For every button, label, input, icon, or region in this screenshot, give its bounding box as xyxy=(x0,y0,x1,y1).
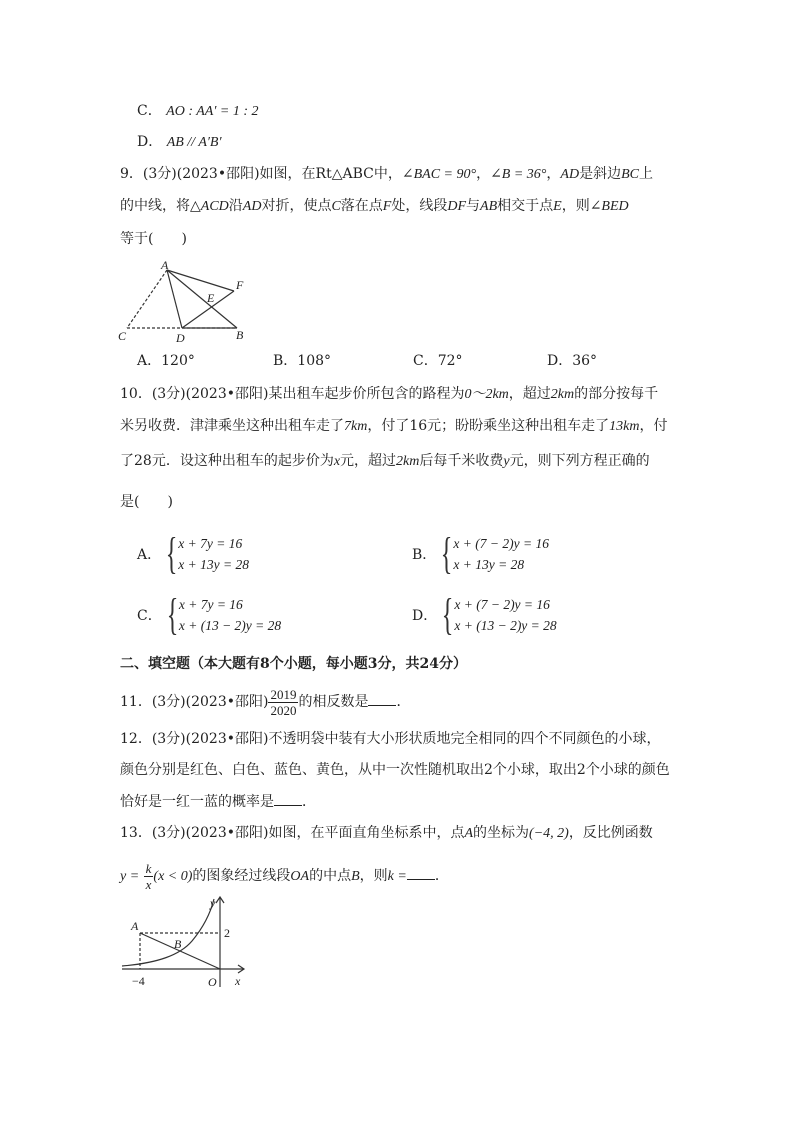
equation-1: x + 7y = 16 xyxy=(178,597,243,612)
q9-option-d xyxy=(547,351,597,371)
option-letter: A． xyxy=(137,353,162,369)
q10-line-2 xyxy=(120,416,667,437)
equation-1: x + (7 − 2)y = 16 xyxy=(453,536,549,551)
q9-text: 处，线段 xyxy=(391,198,448,214)
q13-text: 的图象经过线段 xyxy=(192,868,291,884)
label-b: B xyxy=(174,937,182,951)
q13-point-b: B xyxy=(351,869,360,884)
label-d: D xyxy=(176,331,185,345)
q12-text: 12．(3分)(2023•邵阳)不透明袋中装有大小形状质地完全相同的四个不同颜色的小球， xyxy=(120,731,661,747)
q9-point-c: C xyxy=(331,199,341,214)
q13-oa: OA xyxy=(290,869,310,884)
label-minus4: −4 xyxy=(132,974,145,988)
q10-text: ，付了16元；盼盼乘坐这种出租车走了 xyxy=(367,418,610,434)
segment-ad xyxy=(167,270,182,328)
q9-option-b xyxy=(273,351,331,371)
q10-km: 2km xyxy=(396,454,420,469)
q10-option-a xyxy=(137,529,249,578)
q9-cond3: AD xyxy=(560,167,580,182)
q10-text: 是( ) xyxy=(120,494,173,510)
q9-text: 上 xyxy=(638,166,653,182)
q12-line-1 xyxy=(120,729,660,749)
q9-text: ，则 xyxy=(561,198,590,214)
q10-range: 0～2km xyxy=(464,387,509,402)
q11-text: 的相反数是 xyxy=(298,694,369,710)
label-b: B xyxy=(236,328,244,342)
q13-point-a: A xyxy=(464,826,474,841)
label-e: E xyxy=(207,291,215,305)
q9-sep: ， xyxy=(546,166,561,182)
q10-var-x: x xyxy=(333,454,341,469)
q9-cond1: ∠BAC = 90° xyxy=(401,167,477,182)
option-letter: A． xyxy=(137,547,162,563)
q12-text: 恰好是一红一蓝的概率是 xyxy=(120,794,274,810)
q10-line-1 xyxy=(120,384,658,405)
q11-fraction xyxy=(268,687,298,718)
q10-text: 元，则下列方程正确的 xyxy=(509,453,650,469)
label-o: O xyxy=(208,975,217,989)
section-heading-text: 二、填空题（本大题有8个小题，每小题3分，共24分） xyxy=(120,656,467,672)
q10-km: 13km xyxy=(609,419,640,434)
q9-bc: BC xyxy=(621,167,639,182)
q9-text: 对折，使点 xyxy=(261,198,332,214)
q9-acd: △ACD xyxy=(190,199,229,214)
q10-option-d xyxy=(412,590,557,639)
q9-prefix: 9．(3分)(2023•邵阳)如图，在Rt△ABC中， xyxy=(120,166,402,182)
q11-text: 11．(3分)(2023•邵阳) xyxy=(120,694,269,710)
q10-var-y: y xyxy=(503,454,510,469)
section-heading xyxy=(120,654,467,674)
label-2: 2 xyxy=(224,926,230,940)
q9-text: 相交于点 xyxy=(497,198,554,214)
q10-text: 元，超过 xyxy=(340,453,397,469)
fraction-numerator: 2019 xyxy=(270,686,297,702)
equation-2: x + (13 − 2)y = 28 xyxy=(178,618,282,633)
q10-text: 了28元．设这种出租车的起步价为 xyxy=(120,453,334,469)
q9-line-3 xyxy=(120,229,187,249)
fraction-denominator: 2020 xyxy=(270,702,297,718)
q13-text: ，反比例函数 xyxy=(568,825,653,841)
q12-text: 颜色分别是红色、白色、蓝色、黄色，从中一次性随机取出2个小球，取出2个小球的颜色 xyxy=(120,762,670,778)
q13-figure xyxy=(118,893,253,993)
q11-line xyxy=(120,685,410,719)
option-letter: C． xyxy=(137,608,162,624)
option-value: 72° xyxy=(437,353,463,369)
q9-text: 落在点 xyxy=(340,198,383,214)
q13-condition: (x < 0) xyxy=(153,869,193,884)
q9-df: DF xyxy=(447,199,467,214)
q10-km: 7km xyxy=(344,419,368,434)
q10-text: ，付 xyxy=(639,418,668,434)
option-letter: D． xyxy=(137,134,163,150)
q10-text: 米另收费．津津乘坐这种出租车走了 xyxy=(120,418,344,434)
q12-line-2 xyxy=(120,760,670,780)
q10-text: ，超过 xyxy=(508,386,551,402)
label-a: A xyxy=(131,919,139,933)
q9-option-c xyxy=(413,351,463,371)
q10-text: 的部分按每千 xyxy=(574,386,659,402)
brace-icon: { xyxy=(441,529,453,578)
equation-2: x + 13y = 28 xyxy=(453,557,525,572)
option-expression: AO : AA′ = 1 : 2 xyxy=(166,104,259,119)
q13-text: 的坐标为 xyxy=(473,825,530,841)
segment-af xyxy=(167,270,234,291)
label-x: x xyxy=(235,974,241,988)
q10-text: 后每千米收费 xyxy=(419,453,504,469)
q13-line-1 xyxy=(120,823,653,844)
q12-text: ． xyxy=(302,794,316,810)
q10-line-3 xyxy=(120,451,650,472)
option-value: 108° xyxy=(297,353,332,369)
label-y: y xyxy=(210,896,216,910)
fraction-denominator: x xyxy=(145,876,152,892)
q9-point-e: E xyxy=(553,199,562,214)
q9-text: 是斜边 xyxy=(579,166,622,182)
q9-line-1 xyxy=(120,164,653,185)
q13-y-eq: y = xyxy=(120,869,140,884)
q9-text: 沿 xyxy=(228,198,243,214)
q13-text: ． xyxy=(434,868,449,884)
segment-ac xyxy=(127,270,167,328)
prev-option-d xyxy=(137,132,222,153)
label-c: C xyxy=(118,329,127,343)
q13-line-2 xyxy=(120,859,449,894)
q12-line-3 xyxy=(120,791,316,812)
segment-ab xyxy=(167,270,237,328)
q10-option-c xyxy=(137,590,282,639)
label-a: A xyxy=(161,258,169,272)
q10-line-4 xyxy=(120,492,173,512)
prev-option-c xyxy=(137,101,259,122)
q11-text: ． xyxy=(396,694,411,710)
q13-text: 的中点 xyxy=(309,868,352,884)
option-expression: AB // A′B′ xyxy=(166,135,222,150)
q13-coordinate: (−4, 2) xyxy=(529,826,569,841)
equation-1: x + (7 − 2)y = 16 xyxy=(454,597,550,612)
q9-ad: AD xyxy=(242,199,262,214)
q10-km: 2km xyxy=(550,387,575,402)
brace-icon: { xyxy=(165,529,178,578)
q9-cond2: ∠B = 36° xyxy=(490,167,547,182)
answer-blank xyxy=(407,865,435,880)
option-value: 36° xyxy=(572,353,598,369)
option-letter: D． xyxy=(412,608,438,624)
q9-ab: AB xyxy=(480,199,498,214)
equation-1: x + 7y = 16 xyxy=(178,536,243,551)
option-letter: B． xyxy=(412,547,437,563)
q9-line-2 xyxy=(120,196,629,217)
q9-text: 等于( ) xyxy=(120,231,187,247)
q13-k-eq: k = xyxy=(387,869,407,884)
q13-text: ，则 xyxy=(359,868,388,884)
brace-icon: { xyxy=(441,590,454,639)
q10-text: 10．(3分)(2023•邵阳)某出租车起步价所包含的路程为 xyxy=(120,386,465,402)
option-letter: C． xyxy=(413,353,438,369)
fraction-numerator: k xyxy=(145,860,152,876)
label-f: F xyxy=(236,278,244,292)
option-letter: B． xyxy=(273,353,298,369)
brace-icon: { xyxy=(166,590,179,639)
option-letter: C． xyxy=(137,103,162,119)
option-letter: D． xyxy=(547,353,573,369)
answer-blank xyxy=(368,691,396,706)
answer-blank xyxy=(274,791,302,806)
q13-fraction xyxy=(144,861,154,892)
q9-sep: ， xyxy=(476,166,491,182)
q9-point-f: F xyxy=(382,199,392,214)
q9-text: 与 xyxy=(466,198,481,214)
q9-option-a xyxy=(137,351,195,371)
q10-option-b xyxy=(412,529,549,578)
option-value: 120° xyxy=(161,353,195,369)
equation-2: x + (13 − 2)y = 28 xyxy=(454,618,557,633)
q9-bed: ∠BED xyxy=(589,199,629,214)
equation-2: x + 13y = 28 xyxy=(178,557,249,572)
q13-text: 13．(3分)(2023•邵阳)如图，在平面直角坐标系中，点 xyxy=(120,825,465,841)
q9-figure xyxy=(112,258,252,348)
q9-text: 的中线，将 xyxy=(120,198,190,214)
